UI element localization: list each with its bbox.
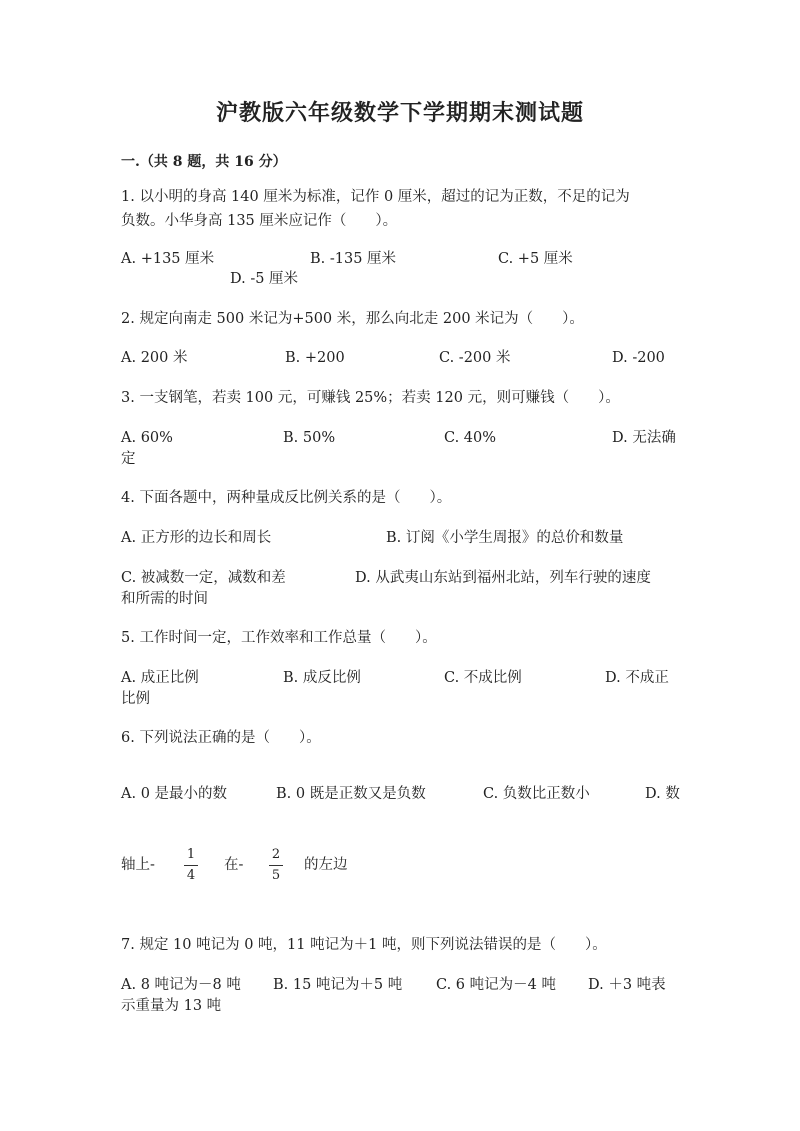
q2-option-b: B. +200: [285, 350, 345, 366]
q7-option-c: C. 6 吨记为－4 吨: [436, 977, 556, 993]
fraction-denominator: 4: [186, 868, 196, 883]
q5-option-c: C. 不成比例: [444, 670, 522, 686]
question-1-line1: 1. 以小明的身高 140 厘米为标准，记作 0 厘米，超过的记为正数，不足的记为: [121, 189, 630, 205]
page-title: 沪教版六年级数学下学期期末测试题: [215, 100, 584, 126]
q3-option-d-cont: 定: [121, 451, 136, 467]
q3-option-c: C. 40%: [444, 430, 497, 446]
q3-option-b: B. 50%: [283, 430, 336, 446]
question-6: 6. 下列说法正确的是（ ）。: [121, 730, 321, 746]
fraction-numerator: 1: [186, 847, 196, 862]
q2-option-d: D. -200: [612, 350, 665, 366]
fraction-two-fifths: [267, 847, 285, 884]
q6-option-d-cont3: 的左边: [304, 857, 348, 873]
q5-option-d: D. 不成正: [605, 670, 669, 686]
q4-option-b: B. 订阅《小学生周报》的总价和数量: [386, 530, 624, 546]
q7-option-a: A. 8 吨记为－8 吨: [121, 977, 241, 993]
fraction-bar: [184, 865, 198, 866]
q7-option-b: B. 15 吨记为＋5 吨: [273, 977, 403, 993]
q4-option-c: C. 被减数一定，减数和差: [121, 570, 286, 586]
q6-option-c: C. 负数比正数小: [483, 786, 590, 802]
q4-option-a: A. 正方形的边长和周长: [121, 530, 272, 546]
fraction-numerator: 2: [271, 847, 281, 862]
section-heading: 一.（共 8 题，共 16 分）: [121, 154, 287, 170]
fraction-bar: [269, 865, 283, 866]
q6-option-a: A. 0 是最小的数: [121, 786, 228, 802]
fraction-denominator: 5: [271, 868, 281, 883]
q5-option-b: B. 成反比例: [283, 670, 361, 686]
q6-option-b: B. 0 既是正数又是负数: [276, 786, 426, 802]
question-2: 2. 规定向南走 500 米记为+500 米，那么向北走 200 米记为（ ）。: [121, 311, 584, 327]
q3-option-a: A. 60%: [121, 430, 173, 446]
question-3: 3. 一支钢笔，若卖 100 元，可赚钱 25%；若卖 120 元，则可赚钱（ ）。: [121, 390, 620, 406]
q3-option-d: D. 无法确: [612, 430, 676, 446]
q4-option-d: D. 从武夷山东站到福州北站，列车行驶的速度: [355, 570, 651, 586]
q6-option-d-cont2: 在-: [224, 857, 244, 873]
q1-option-d: D. -5 厘米: [230, 271, 299, 287]
q2-option-a: A. 200 米: [121, 350, 188, 366]
question-1-line2: 负数。小华身高 135 厘米应记作（ ）。: [121, 213, 398, 229]
q5-option-a: A. 成正比例: [121, 670, 199, 686]
q7-option-d: D. ＋3 吨表: [588, 977, 666, 993]
q1-option-b: B. -135 厘米: [310, 251, 397, 267]
q6-option-d-cont1: 轴上-: [121, 857, 155, 873]
q1-option-c: C. +5 厘米: [498, 251, 573, 267]
q6-option-d: D. 数: [645, 786, 680, 802]
q7-option-d-cont: 示重量为 13 吨: [121, 998, 222, 1014]
fraction-one-quarter: [182, 847, 200, 884]
question-5: 5. 工作时间一定，工作效率和工作总量（ ）。: [121, 630, 437, 646]
q4-option-d-cont: 和所需的时间: [121, 591, 208, 607]
question-7: 7. 规定 10 吨记为 0 吨，11 吨记为＋1 吨，则下列说法错误的是（ ）。: [121, 937, 607, 953]
q1-option-a: A. +135 厘米: [121, 251, 215, 267]
question-4: 4. 下面各题中，两种量成反比例关系的是（ ）。: [121, 490, 452, 506]
q2-option-c: C. -200 米: [439, 350, 511, 366]
q5-option-d-cont: 比例: [121, 691, 150, 707]
